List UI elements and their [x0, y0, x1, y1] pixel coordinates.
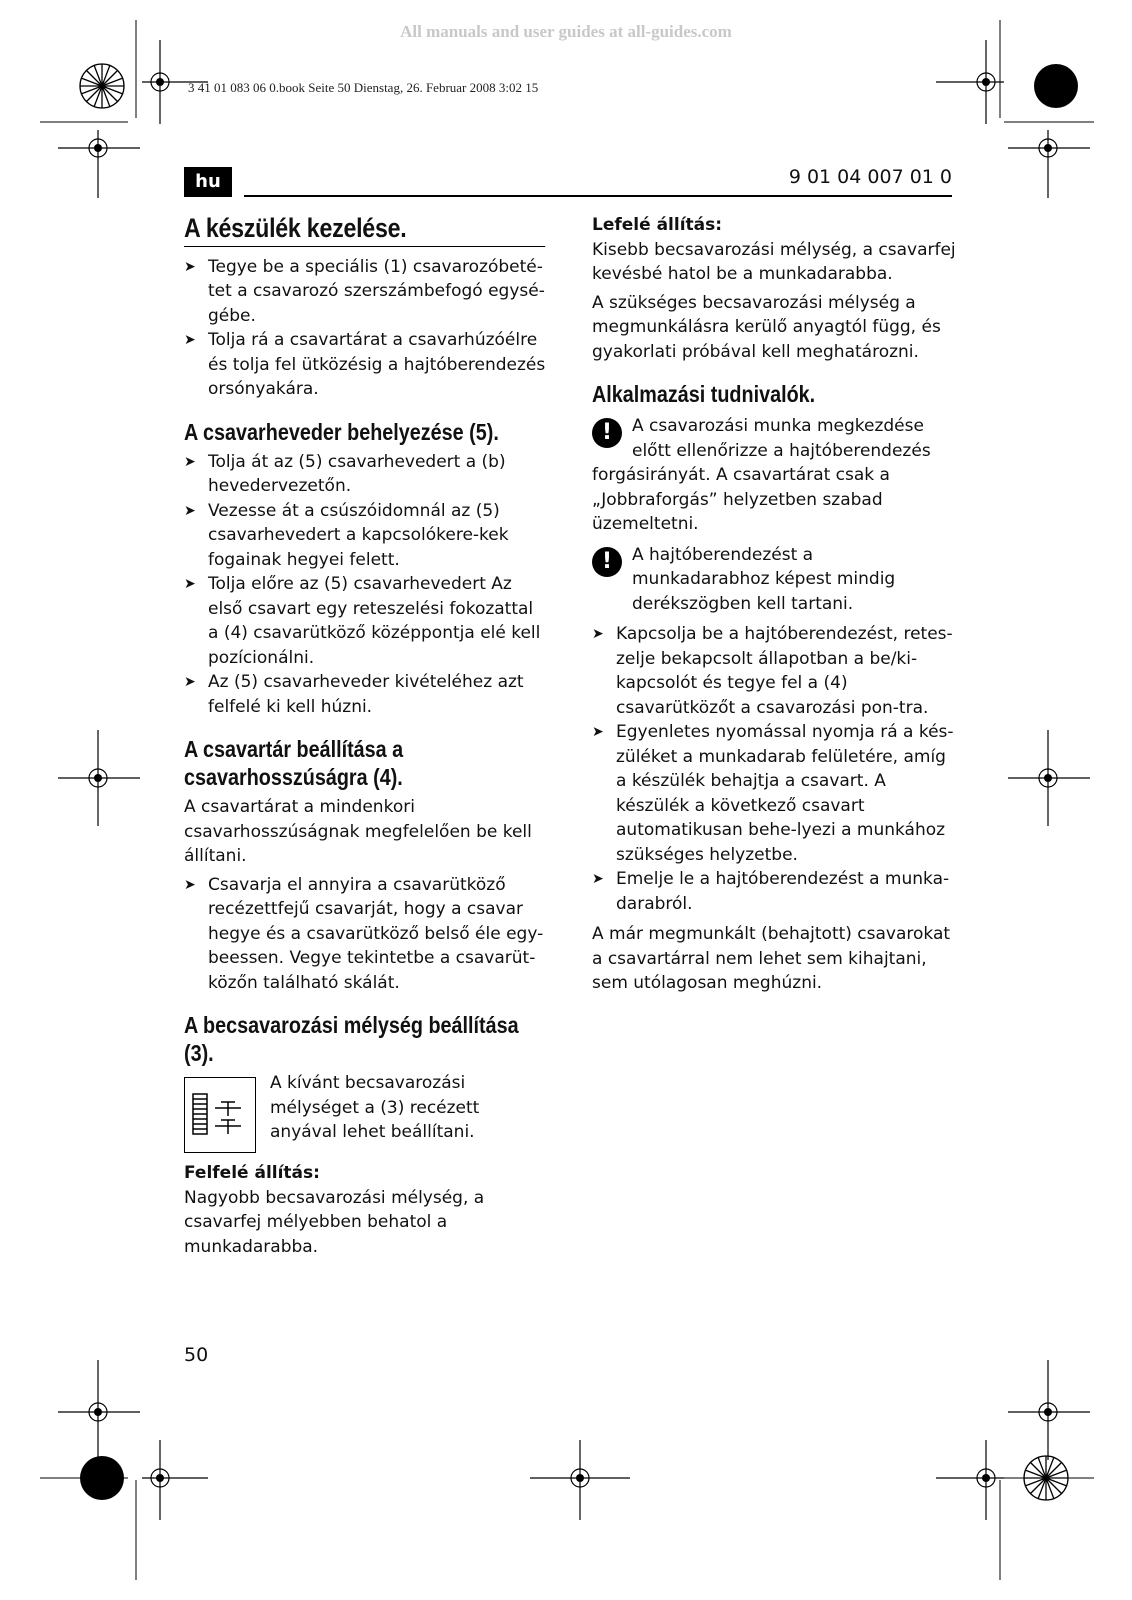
arrow-icon: ➤ — [184, 453, 196, 470]
symbol-text: A kívánt becsavarozási mélységet a (3) recézett anyával lehet beállítani. — [270, 1073, 480, 1142]
left-column — [184, 210, 546, 1263]
paragraph: A csavartárat a mindenkori csavarhosszúságnak megfelelően be kell állítani. — [184, 797, 532, 866]
bullet-item: ➤ Tolja át az (5) csavarhevedert a (b) hevedervezetőn. — [184, 451, 506, 496]
arrow-icon: ➤ — [184, 674, 196, 690]
arrow-icon: ➤ — [184, 502, 196, 519]
arrow-icon: ➤ — [184, 876, 196, 893]
warning-note: ! A hajtóberendezést a munkadarabhoz képest mindig derékszögben kell tartani. — [592, 543, 956, 617]
bullet-item: ➤ Egyenletes nyomással nyomja rá a kés-züléket a munkadarab felületére, amíg a készülék behajtja a csavart. A készülék a következő csavart automatikusan behe-lyezi a munkához szükséges helyzetbe. — [592, 722, 954, 865]
section-heading: A becsavarozási mélység beállítása (3). — [184, 1012, 519, 1066]
section-heading: A csavarheveder behelyezése (5). — [184, 418, 499, 445]
bullet-item: ➤ Csavarja el annyira a csavarütköző recézettfejű csavarját, hogy a csavar hegye és a csavarütköző belső éle egy-beessen. Vegye tekintetbe a csavarüt-közőn található skálát. — [184, 874, 544, 993]
arrow-icon: ➤ — [184, 258, 196, 275]
right-column — [592, 213, 956, 1000]
warning-note: ! A csavarozási munka megkezdése előtt ellenőrizze a hajtóberendezés forgásirányát. A csavartárat csak a „Jobbraforgás” helyzetben szabad üzemeltetni. — [592, 414, 956, 537]
watermark: All manuals and user guides at all-guides.com — [400, 22, 732, 41]
header-rule — [244, 195, 952, 197]
page-number: 50 — [184, 1344, 209, 1366]
exclamation-icon: ! — [592, 418, 622, 448]
arrow-icon: ➤ — [592, 871, 604, 887]
subheading: Felfelé állítás: — [184, 1163, 320, 1183]
bullet-item: ➤ Kapcsolja be a hajtóberendezést, retes-zelje bekapcsolt állapotban a be/ki-kapcsolót és tegye fel a (4) csavarütközőt a csavarozási pon-tra. — [592, 624, 953, 718]
bullet-item: ➤ Vezesse át a csúszóidomnál az (5) csavarhevedert a kapcsolókere-kek fogainak hegyei felett. — [184, 500, 509, 570]
bullet-item: ➤ Tolja előre az (5) csavarhevedert Az első csavart egy reteszelési fokozattal a (4) csavarütköző középpontja elé kell pozícionálni. — [184, 574, 541, 668]
subheading: Lefelé állítás: — [592, 215, 723, 235]
paragraph: Nagyobb becsavarozási mélység, a csavarfej mélyebben behatol a munkadarabba. — [184, 1187, 485, 1257]
depth-adjust-icon — [184, 1077, 256, 1153]
exclamation-icon: ! — [592, 547, 622, 577]
depth-symbol-row — [184, 1071, 546, 1151]
paragraph: A szükséges becsavarozási mélység a megmunkálásra kerülő anyagtól függ, és gyakorlati próbával kell meghatározni. — [592, 292, 941, 362]
bullet-item: ➤ Emelje le a hajtóberendezést a munka-darabról. — [592, 869, 950, 914]
paragraph: A már megmunkált (behajtott) csavarokat a csavartárral nem lehet sem kihajtani, sem utólagosan meghúzni. — [592, 924, 951, 993]
language-tag: hu — [184, 167, 232, 197]
arrow-icon: ➤ — [592, 626, 604, 642]
arrow-icon: ➤ — [184, 332, 196, 348]
bullet-item: ➤ Tolja rá a csavartárat a csavarhúzóélre és tolja fel ütközésig a hajtóberendezés orsónyakára. — [184, 330, 546, 399]
warning-continuation: forgásirányát. A csavartárat csak a „Jobbraforgás” helyzetben szabad üzemeltetni. — [592, 465, 890, 534]
bullet-item: ➤ Az (5) csavarheveder kivételéhez azt felfelé ki kell húzni. — [184, 672, 524, 717]
paragraph: Kisebb becsavarozási mélység, a csavarfej kevésbé hatol be a munkadarabba. — [592, 239, 956, 284]
page-title: A készülék kezelése. — [184, 216, 545, 247]
bullet-item: ➤ Tegye be a speciális (1) csavarozóbeté-tet a csavarozó szerszámbefogó egysé-gébe. — [184, 256, 545, 326]
section-heading: A csavartár beállítása a csavarhosszúságra (4). — [184, 736, 404, 790]
arrow-icon: ➤ — [592, 724, 604, 740]
doc-number: 9 01 04 007 01 0 — [788, 166, 952, 188]
section-heading: Alkalmazási tudnivalók. — [592, 381, 816, 407]
book-info: 3 41 01 083 06 0.book Seite 50 Dienstag, 26. Februar 2008 3:02 15 — [188, 80, 539, 95]
arrow-icon: ➤ — [184, 576, 196, 592]
